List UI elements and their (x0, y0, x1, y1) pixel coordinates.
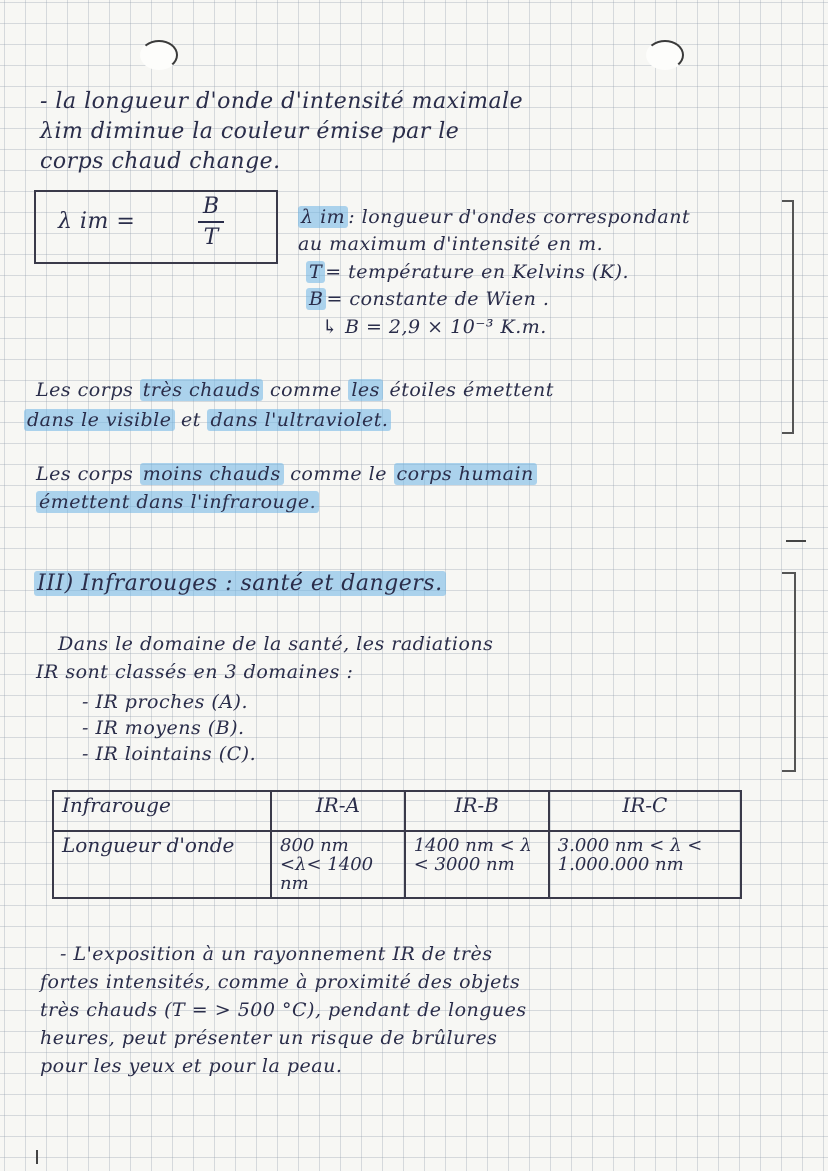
hot-bodies-line-1 (36, 378, 554, 402)
lambda-term: λ im (298, 206, 348, 228)
domain-item-a: - IR proches (A). (82, 691, 248, 713)
fraction-bar (198, 221, 224, 223)
intro-line-2: λim diminue la couleur émise par le (40, 119, 460, 144)
warm-hl1: moins chauds (140, 463, 284, 485)
table-header-infrarouge: Infrarouge (53, 791, 271, 831)
binder-hole-left (140, 40, 178, 70)
t-definition (306, 260, 629, 284)
table-cell-ir-a: 800 nm <λ< 1400 nm (271, 831, 405, 898)
warm-part2: comme le (290, 463, 387, 485)
formula-denominator: T (203, 225, 219, 250)
corner-mark (36, 1150, 38, 1164)
infrared-table (52, 790, 742, 899)
table-header-ir-b: IR-B (405, 791, 549, 831)
section-title (34, 572, 446, 596)
exposure-line-5: pour les yeux et pour la peau. (40, 1055, 343, 1077)
warm-bodies-line-1 (36, 462, 537, 486)
health-intro-1: Dans le domaine de la santé, les radiations (58, 633, 494, 655)
t-def: = température en Kelvins (K). (325, 261, 630, 283)
b-definition (306, 287, 549, 311)
warm-part1: Les corps (36, 463, 134, 485)
intro-line-1: - la longueur d'onde d'intensité maximale (40, 89, 524, 114)
exposure-line-3: très chauds (T = > 500 °C), pendant de longues (40, 999, 527, 1021)
warm-hl3: émettent dans l'infrarouge. (36, 491, 319, 513)
t-term: T (306, 261, 325, 283)
health-intro-2: IR sont classés en 3 domaines : (36, 661, 354, 683)
formula-fraction (198, 194, 224, 250)
warm-hl2: corps humain (394, 463, 537, 485)
hot-part2: comme (269, 379, 342, 401)
warm-bodies-line-2 (36, 490, 319, 514)
lambda-def-1: : longueur d'ondes correspondant (348, 206, 691, 228)
intro-line-3: corps chaud change. (40, 149, 281, 174)
margin-bracket-top (782, 200, 794, 434)
binder-hole-right (646, 40, 684, 70)
hot-hl4: dans l'ultraviolet. (207, 409, 391, 431)
hot-hl1: très chauds (140, 379, 264, 401)
formula-numerator: B (202, 194, 220, 219)
hot-part4: et (181, 409, 201, 431)
table-header-ir-c: IR-C (549, 791, 741, 831)
exposure-line-4: heures, peut présenter un risque de brûlures (40, 1027, 498, 1049)
hot-hl3: dans le visible (24, 409, 175, 431)
section-title-text: III) Infrarouges : santé et dangers. (34, 571, 446, 596)
table-row (53, 831, 741, 898)
exposure-line-2: fortes intensités, comme à proximité des objets (40, 971, 521, 993)
domain-item-b: - IR moyens (B). (82, 717, 245, 739)
table-row-label: Longueur d'onde (53, 831, 271, 898)
table-header-row (53, 791, 741, 831)
margin-tick (786, 540, 806, 542)
hot-bodies-line-2 (24, 408, 391, 432)
b-def: = constante de Wien . (326, 288, 550, 310)
exposure-line-1: - L'exposition à un rayonnement IR de très (60, 943, 493, 965)
formula-lhs: λ im = (58, 209, 136, 234)
table-header-ir-a: IR-A (271, 791, 405, 831)
hot-part1: Les corps (36, 379, 134, 401)
table-cell-ir-c: 3.000 nm < λ < 1.000.000 nm (549, 831, 741, 898)
hot-hl2: les (348, 379, 383, 401)
table-cell-ir-b: 1400 nm < λ < 3000 nm (405, 831, 549, 898)
b-value: ↳ B = 2,9 × 10⁻³ K.m. (322, 316, 547, 338)
domain-item-c: - IR lointains (C). (82, 743, 257, 765)
hot-part3: étoiles émettent (389, 379, 554, 401)
b-term: B (306, 288, 326, 310)
lambda-definition-1 (298, 205, 690, 229)
lambda-definition-2: au maximum d'intensité en m. (298, 233, 604, 255)
margin-bracket-bottom (782, 572, 796, 772)
